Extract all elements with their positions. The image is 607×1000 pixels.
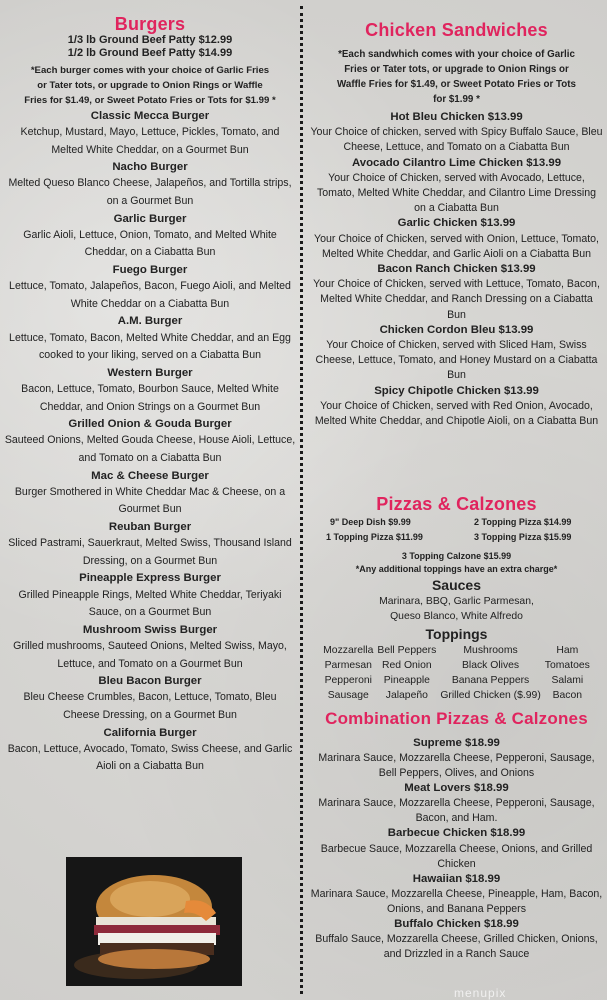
menu-item-description: Lettuce, Tomato, Jalapeños, Bacon, Fuego Aioli, and Melted White Cheddar on a Ciabatta Bun bbox=[9, 280, 291, 310]
topping-item: Black Olives bbox=[461, 660, 520, 671]
menu-item-description: Your Choice of Chicken, served with Onion, Lettuce, Tomato, Melted White Cheddar, and Garlic Aioli on a Ciabatta Bun bbox=[313, 232, 599, 260]
sauces-line-1: Marinara, BBQ, Garlic Parmesan, bbox=[379, 596, 534, 607]
menu-item-description: Sauteed Onions, Melted Gouda Cheese, House Aioli, Lettuce, and Tomato on a Ciabatta Bun bbox=[4, 434, 296, 464]
burger-illustration-icon bbox=[66, 857, 242, 986]
menu-item-description: Marinara Sauce, Mozzarella Cheese, Pepperoni, Sausage, Bell Peppers, Olives, and Onions bbox=[318, 752, 595, 780]
chicken-note-2: Fries or Tater tots, or upgrade to Onion Rings or bbox=[344, 64, 569, 75]
menu-item-description: Garlic Aioli, Lettuce, Onion, Tomato, and Melted White Cheddar, on a Ciabatta Bun bbox=[23, 228, 277, 259]
sauces-title: Sauces bbox=[431, 577, 482, 593]
price-deep-dish: 9" Deep Dish $9.99 bbox=[330, 517, 411, 527]
menu-item-description: Bacon, Lettuce, Avocado, Tomato, Swiss Cheese, and Garlic Aioli on a Ciabatta Bun bbox=[7, 742, 293, 773]
toppings-row bbox=[321, 643, 592, 658]
topping-item: Red Onion bbox=[382, 660, 432, 671]
menu-item-description: Marinara Sauce, Mozzarella Cheese, Pepperoni, Sausage, Bacon, and Ham. bbox=[318, 797, 595, 825]
extra-toppings-note: *Any additional toppings have an extra charge* bbox=[355, 564, 558, 574]
chicken-title: Chicken Sandwiches bbox=[365, 20, 548, 40]
menu-item-name: Classic Mecca Burger bbox=[90, 109, 210, 122]
menu-item-description: Bleu Cheese Crumbles, Bacon, Lettuce, Tomato, Bleu Cheese Dressing, on a Gourmet Bun bbox=[23, 691, 277, 721]
pizza-price-grid bbox=[306, 516, 607, 546]
menu-item-name: Barbecue Chicken $18.99 bbox=[387, 827, 526, 840]
menu-item-name: A.M. Burger bbox=[117, 315, 183, 328]
toppings-row bbox=[321, 673, 592, 688]
menu-item-name: Chicken Cordon Bleu $13.99 bbox=[379, 323, 534, 336]
topping-item: Bacon bbox=[552, 690, 583, 701]
menu-item-description: Ketchup, Mustard, Mayo, Lettuce, Pickles, Tomato, and Melted White Cheddar, on a Gourmet Bun bbox=[20, 126, 280, 156]
menu-item-name: Reuban Burger bbox=[108, 520, 192, 533]
topping-item: Pepperoni bbox=[324, 675, 372, 686]
menu-item-name: Nacho Burger bbox=[112, 161, 188, 174]
burger-note-2: or Tater tots, or upgrade to Onion Rings or Waffle bbox=[37, 79, 263, 91]
menu-item-description: Sliced Pastrami, Sauerkraut, Melted Swiss, Thousand Island Dressing, on a Gourmet Bun bbox=[8, 537, 292, 567]
menu-item-name: California Burger bbox=[103, 726, 197, 739]
menu-item-name: Hot Bleu Chicken $13.99 bbox=[390, 111, 523, 123]
topping-item: Salami bbox=[551, 675, 584, 686]
menu-item-description: Barbecue Sauce, Mozzarella Cheese, Onions, and Grilled Chicken bbox=[320, 842, 593, 870]
combos-section bbox=[306, 709, 607, 962]
menu-item-name: Western Burger bbox=[107, 366, 193, 379]
pizzas-section bbox=[306, 494, 607, 703]
pizzas-title: Pizzas & Calzones bbox=[376, 494, 537, 514]
patty-price-2: 1/2 lb Ground Beef Patty $14.99 bbox=[67, 47, 233, 60]
menu-item-description: Grilled mushrooms, Sauteed Onions, Melted Swiss, Mayo, Lettuce, and Tomato on a Gourmet Bun bbox=[13, 639, 287, 670]
menu-item-name: Hawaiian $18.99 bbox=[412, 872, 501, 885]
chicken-note-3: Waffle Fries for $1.49, or Sweet Potato Fries or Tots bbox=[337, 79, 576, 90]
topping-item: Grilled Chicken ($.99) bbox=[440, 690, 541, 701]
menu-item-description: Bacon, Lettuce, Tomato, Bourbon Sauce, Melted White Cheddar, and Onion Strings on a Gourmet Bun bbox=[21, 382, 279, 413]
menu-item-description: Your Choice of chicken, served with Spicy Buffalo Sauce, Bleu Cheese, Lettuce, and Tomato on a Ciabatta Bun bbox=[310, 126, 603, 154]
menu-item-name: Mac & Cheese Burger bbox=[91, 469, 209, 482]
combo-list bbox=[306, 736, 607, 962]
price-2-topping: 2 Topping Pizza $14.99 bbox=[474, 517, 572, 527]
toppings-table bbox=[306, 643, 607, 703]
toppings-title: Toppings bbox=[425, 626, 488, 642]
patty-price-1: 1/3 lb Ground Beef Patty $12.99 bbox=[67, 34, 233, 46]
menu-item-name: Meat Lovers $18.99 bbox=[404, 782, 509, 795]
burgers-section bbox=[0, 14, 300, 776]
menu-item-name: Supreme $18.99 bbox=[413, 737, 500, 749]
menu-item-name: Garlic Chicken $13.99 bbox=[397, 217, 516, 230]
menu-item-name: Grilled Onion & Gouda Burger bbox=[68, 418, 232, 431]
column-divider bbox=[300, 6, 303, 994]
menu-item-name: Garlic Burger bbox=[113, 212, 187, 225]
price-calzone: 3 Topping Calzone $15.99 bbox=[401, 551, 512, 561]
menu-item-description: Burger Smothered in White Cheddar Mac & Cheese, on a Gourmet Bun bbox=[14, 485, 286, 516]
sauces-line-2: Queso Blanco, White Alfredo bbox=[390, 611, 523, 622]
burger-note-3: Fries for $1.49, or Sweet Potato Fries or Tots for $1.99 * bbox=[24, 94, 276, 106]
topping-item: Mozzarella bbox=[323, 645, 374, 656]
menu-item-name: Pineapple Express Burger bbox=[79, 572, 221, 585]
menu-item-description: Melted Queso Blanco Cheese, Jalapeños, and Tortilla strips, on a Gourmet Bun bbox=[8, 177, 292, 207]
menu-item-name: Fuego Burger bbox=[112, 263, 188, 276]
price-1-topping: 1 Topping Pizza $11.99 bbox=[326, 532, 423, 542]
menu-item-name: Bacon Ranch Chicken $13.99 bbox=[377, 263, 536, 276]
toppings-row bbox=[321, 688, 592, 703]
topping-item: Banana Peppers bbox=[451, 675, 530, 686]
burger-note-1: *Each burger comes with your choice of Garlic Fries bbox=[30, 64, 270, 76]
menu-item-name: Bleu Bacon Burger bbox=[98, 675, 202, 688]
topping-item: Bell Peppers bbox=[377, 645, 437, 656]
burger-list bbox=[0, 109, 300, 776]
topping-item: Ham bbox=[556, 645, 579, 656]
menu-item-description: Marinara Sauce, Mozzarella Cheese, Pineapple, Ham, Bacon, Onions, and Banana Peppers bbox=[310, 887, 603, 915]
topping-item: Mushrooms bbox=[463, 645, 518, 656]
menu-item-name: Mushroom Swiss Burger bbox=[82, 623, 218, 636]
chicken-note-4: for $1.99 * bbox=[433, 94, 480, 105]
topping-item: Pineapple bbox=[383, 675, 430, 686]
topping-item: Jalapeño bbox=[385, 690, 428, 701]
menu-item-name: Avocado Cilantro Lime Chicken $13.99 bbox=[351, 156, 562, 169]
chicken-section bbox=[306, 20, 607, 429]
menu-item-name: Spicy Chipotle Chicken $13.99 bbox=[374, 384, 539, 397]
menu-item-description: Your Choice of Chicken, served with Red Onion, Avocado, Melted White Cheddar, and Chipotle Aioli, on a Ciabatta Bun bbox=[314, 399, 599, 428]
price-3-topping: 3 Topping Pizza $15.99 bbox=[474, 532, 572, 542]
toppings-row bbox=[321, 658, 592, 673]
menu-item-description: Your Choice of Chicken, served with Avocado, Lettuce, Tomato, Melted White Cheddar, and Cilantro Lime Dressing on a Ciabatta Bun bbox=[316, 171, 597, 215]
chicken-list bbox=[306, 110, 607, 429]
menu-item-description: Your Choice of Chicken, served with Sliced Ham, Swiss Cheese, Lettuce, Tomato, and Honey Mustard on a Ciabatta Bun bbox=[315, 339, 598, 382]
menu-item-description: Grilled Pineapple Rings, Melted White Cheddar, Teriyaki Sauce, on a Gourmet Bun bbox=[18, 588, 282, 619]
watermark: menupix bbox=[454, 986, 507, 1000]
topping-item: Parmesan bbox=[324, 660, 372, 671]
menu-item-description: Lettuce, Tomato, Bacon, Melted White Cheddar, and an Egg cooked to your liking, served on a Ciabatta Bun bbox=[9, 331, 291, 362]
chicken-note-1: *Each sandwhich comes with your choice of Garlic bbox=[338, 49, 575, 60]
menu-item-description: Buffalo Sauce, Mozzarella Cheese, Grilled Chicken, Onions, and Drizzled in a Ranch Sauce bbox=[315, 933, 598, 961]
topping-item: Sausage bbox=[327, 690, 369, 701]
topping-item: Tomatoes bbox=[544, 660, 590, 671]
combos-title: Combination Pizzas & Calzones bbox=[325, 709, 588, 728]
menu-item-description: Your Choice of Chicken, served with Lettuce, Tomato, Bacon, Melted White Cheddar, and Ranch Dressing on a Ciabatta Bun bbox=[313, 278, 600, 321]
burger-photo bbox=[66, 857, 242, 986]
menu-item-name: Buffalo Chicken $18.99 bbox=[394, 917, 519, 930]
burgers-title: Burgers bbox=[114, 14, 186, 34]
